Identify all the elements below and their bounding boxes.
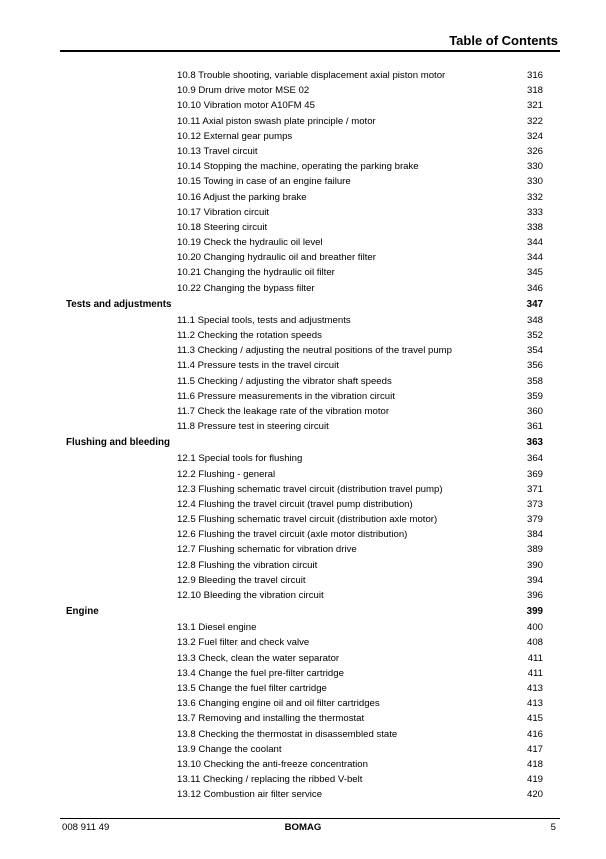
toc-entry-title: 10.14 Stopping the machine, operating the parking brake <box>177 161 419 173</box>
toc-entry-title: 10.21 Changing the hydraulic oil filter <box>177 267 335 279</box>
toc-entry[interactable] <box>0 83 606 98</box>
toc-entry[interactable] <box>0 451 606 466</box>
toc-page-number: 346 <box>526 282 543 294</box>
toc-section-title: Tests and adjustments <box>66 298 172 310</box>
toc-entry-title: 13.9 Change the coolant <box>177 743 282 755</box>
toc-page-number: 361 <box>526 421 543 433</box>
toc-page-number: 394 <box>526 574 543 586</box>
toc-page-number: 400 <box>526 622 543 634</box>
toc-entry-title: 12.9 Bleeding the travel circuit <box>177 574 306 586</box>
toc-page-number: 413 <box>526 698 543 710</box>
toc-page-number: 371 <box>526 483 543 495</box>
toc-page-number: 418 <box>526 758 543 770</box>
toc-entry-title: 10.10 Vibration motor A10FM 45 <box>177 100 315 112</box>
toc-page-number: 316 <box>526 70 543 81</box>
toc-section-heading[interactable] <box>0 603 606 620</box>
toc-entry[interactable] <box>0 419 606 434</box>
toc-entry[interactable] <box>0 250 606 265</box>
toc-page-number: 345 <box>526 267 543 279</box>
toc-page-number: 420 <box>526 789 543 801</box>
toc-entry[interactable] <box>0 404 606 419</box>
toc-entry[interactable] <box>0 159 606 174</box>
toc-entry[interactable] <box>0 328 606 343</box>
footer-divider <box>60 818 560 819</box>
toc-entry[interactable] <box>0 696 606 711</box>
toc-entry-title: 12.10 Bleeding the vibration circuit <box>177 590 324 601</box>
toc-entry[interactable] <box>0 512 606 527</box>
toc-entry[interactable] <box>0 265 606 280</box>
footer-page-number: 5 <box>550 822 556 833</box>
toc-page-number: 326 <box>526 145 543 157</box>
table-of-contents <box>0 68 606 802</box>
toc-page-number: 411 <box>527 652 543 664</box>
toc-entry-title: 12.3 Flushing schematic travel circuit (distribution travel pump) <box>177 483 443 495</box>
toc-entry[interactable] <box>0 635 606 650</box>
toc-page-number: 411 <box>527 667 543 679</box>
toc-entry[interactable] <box>0 220 606 235</box>
toc-page-number: 318 <box>526 85 543 97</box>
toc-page-number: 344 <box>526 237 543 249</box>
toc-entry-title: 10.11 Axial piston swash plate principle / motor <box>177 115 376 127</box>
toc-entry[interactable] <box>0 542 606 557</box>
toc-entry-title: 10.15 Towing in case of an engine failure <box>177 176 351 188</box>
toc-entry-title: 12.6 Flushing the travel circuit (axle motor distribution) <box>177 529 408 541</box>
toc-entry-title: 11.2 Checking the rotation speeds <box>177 330 322 341</box>
toc-page-number: 389 <box>526 544 543 556</box>
toc-entry[interactable] <box>0 772 606 787</box>
footer-brand: BOMAG <box>284 822 322 833</box>
toc-page-number: 333 <box>526 206 543 218</box>
toc-entry[interactable] <box>0 787 606 802</box>
toc-page-number: 347 <box>526 298 543 310</box>
toc-page-number: 373 <box>526 498 543 510</box>
toc-entry-title: 10.18 Steering circuit <box>177 221 268 233</box>
toc-entry[interactable] <box>0 374 606 389</box>
toc-entry-title: 11.3 Checking / adjusting the neutral positions of the travel pump <box>177 345 453 357</box>
toc-page-number: 330 <box>526 161 543 173</box>
toc-page-number: 384 <box>526 529 543 541</box>
toc-entry-title: 12.2 Flushing - general <box>177 468 276 480</box>
toc-entry[interactable] <box>0 144 606 159</box>
toc-page-number: 419 <box>526 774 543 786</box>
toc-entry-title: 11.1 Special tools, tests and adjustments <box>177 314 351 326</box>
toc-section-title: Flushing and bleeding <box>66 437 170 449</box>
toc-entry-title: 11.8 Pressure test in steering circuit <box>177 421 329 433</box>
toc-page-number: 354 <box>526 345 543 357</box>
toc-entry-title: 13.4 Change the fuel pre-filter cartridge <box>177 667 344 679</box>
toc-entry[interactable] <box>0 681 606 696</box>
toc-entry[interactable] <box>0 666 606 681</box>
toc-section-heading[interactable] <box>0 296 606 313</box>
toc-entry-title: 11.4 Pressure tests in the travel circuit <box>177 360 339 372</box>
toc-page-number: 413 <box>526 682 543 694</box>
toc-page-number: 321 <box>526 100 543 112</box>
toc-entry[interactable] <box>0 190 606 205</box>
toc-entry-title: 13.8 Checking the thermostat in disassembled state <box>177 728 398 740</box>
toc-entry[interactable] <box>0 482 606 497</box>
toc-entry[interactable] <box>0 358 606 373</box>
toc-entry[interactable] <box>0 588 606 603</box>
toc-entry-title: 11.7 Check the leakage rate of the vibration motor <box>177 405 390 417</box>
toc-entry-title: 12.7 Flushing schematic for vibration drive <box>177 544 357 556</box>
toc-entry[interactable] <box>0 68 606 83</box>
toc-page-number: 358 <box>526 375 543 387</box>
toc-page-number: 322 <box>526 115 543 127</box>
toc-entry-title: 11.6 Pressure measurements in the vibration circuit <box>177 390 395 402</box>
toc-page-number: 356 <box>526 360 543 372</box>
toc-entry[interactable] <box>0 497 606 512</box>
toc-entry[interactable] <box>0 620 606 635</box>
toc-entry[interactable] <box>0 114 606 129</box>
toc-page-number: 379 <box>526 514 543 526</box>
toc-entry[interactable] <box>0 527 606 542</box>
toc-entry-title: 10.19 Check the hydraulic oil level <box>177 237 323 249</box>
toc-entry-title: 12.8 Flushing the vibration circuit <box>177 559 318 571</box>
toc-entry[interactable] <box>0 467 606 482</box>
toc-page-number: 417 <box>526 743 543 755</box>
toc-entry-title: 12.1 Special tools for flushing <box>177 453 303 465</box>
toc-entry-title: 10.20 Changing hydraulic oil and breather filter <box>177 252 376 264</box>
toc-entry[interactable] <box>0 651 606 666</box>
toc-section-title: Engine <box>66 606 99 618</box>
toc-entry-title: 10.12 External gear pumps <box>177 130 293 142</box>
toc-entry-title: 13.12 Combustion air filter service <box>177 789 323 801</box>
toc-page-number: 390 <box>526 559 543 571</box>
page-header-title: Table of Contents <box>449 33 558 48</box>
toc-entry[interactable] <box>0 205 606 220</box>
toc-entry-title: 13.7 Removing and installing the thermostat <box>177 713 365 725</box>
toc-entry[interactable] <box>0 281 606 296</box>
toc-section-heading[interactable] <box>0 434 606 451</box>
toc-page-number: 359 <box>526 390 543 402</box>
toc-entry-title: 13.6 Changing engine oil and oil filter cartridges <box>177 698 380 710</box>
toc-entry-title: 10.16 Adjust the parking brake <box>177 191 307 203</box>
toc-page-number: 396 <box>526 590 543 601</box>
toc-page-number: 364 <box>526 453 543 465</box>
toc-page-number: 408 <box>526 637 543 649</box>
toc-entry[interactable] <box>0 235 606 250</box>
toc-entry-title: 10.22 Changing the bypass filter <box>177 282 315 294</box>
toc-entry[interactable] <box>0 742 606 757</box>
toc-entry[interactable] <box>0 129 606 144</box>
toc-entry[interactable] <box>0 174 606 189</box>
toc-page-number: 363 <box>526 437 543 449</box>
toc-entry-title: 13.3 Check, clean the water separator <box>177 652 340 664</box>
toc-page-number: 352 <box>526 330 543 341</box>
toc-entry-title: 13.10 Checking the anti-freeze concentration <box>177 758 368 770</box>
toc-entry[interactable] <box>0 389 606 404</box>
toc-page-number: 344 <box>526 252 543 264</box>
toc-entry[interactable] <box>0 757 606 772</box>
toc-entry-title: 10.9 Drum drive motor MSE 02 <box>177 85 310 97</box>
toc-entry-title: 11.5 Checking / adjusting the vibrator shaft speeds <box>177 375 392 387</box>
toc-page-number: 330 <box>526 176 543 188</box>
toc-entry-title: 13.5 Change the fuel filter cartridge <box>177 682 327 694</box>
toc-entry[interactable] <box>0 558 606 573</box>
toc-page-number: 416 <box>526 728 543 740</box>
toc-page-number: 360 <box>526 405 543 417</box>
toc-entry[interactable] <box>0 98 606 113</box>
toc-page-number: 324 <box>526 130 543 142</box>
toc-page-number: 332 <box>526 191 543 203</box>
toc-entry-title: 12.4 Flushing the travel circuit (travel pump distribution) <box>177 498 413 510</box>
toc-entry-title: 10.13 Travel circuit <box>177 145 258 157</box>
footer-document-number: 008 911 49 <box>62 822 110 833</box>
toc-entry-title: 13.2 Fuel filter and check valve <box>177 637 310 649</box>
toc-page-number: 369 <box>526 468 543 480</box>
toc-entry[interactable] <box>0 711 606 726</box>
toc-page-number: 415 <box>526 713 543 725</box>
toc-page-number: 399 <box>526 606 543 618</box>
toc-entry-title: 10.17 Vibration circuit <box>177 206 270 218</box>
toc-entry[interactable] <box>0 727 606 742</box>
toc-entry[interactable] <box>0 343 606 358</box>
header-divider <box>60 50 560 52</box>
toc-entry-title: 10.8 Trouble shooting, variable displacement axial piston motor <box>177 70 446 81</box>
toc-page-number: 338 <box>526 221 543 233</box>
toc-entry-title: 12.5 Flushing schematic travel circuit (distribution axle motor) <box>177 514 438 526</box>
toc-entry-title: 13.11 Checking / replacing the ribbed V-belt <box>177 774 363 786</box>
toc-entry[interactable] <box>0 313 606 328</box>
toc-entry-title: 13.1 Diesel engine <box>177 622 257 634</box>
toc-entry[interactable] <box>0 573 606 588</box>
toc-page-number: 348 <box>526 314 543 326</box>
